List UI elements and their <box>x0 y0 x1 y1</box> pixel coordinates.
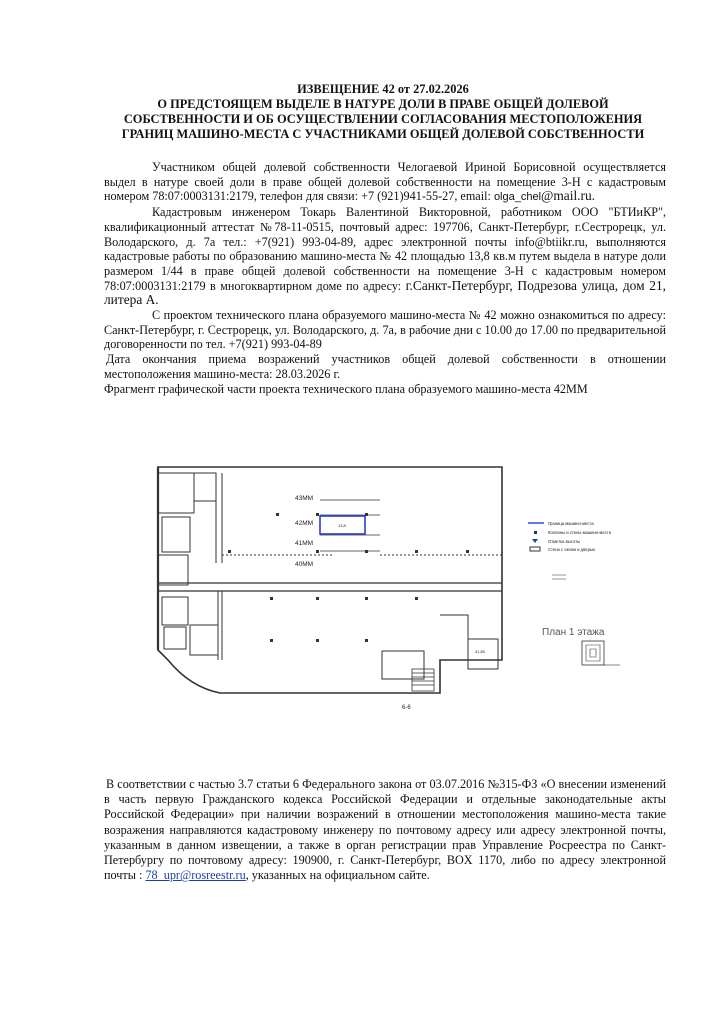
notice-subtitle-line-2: СОБСТВЕННОСТИ И ОБ ОСУЩЕСТВЛЕНИИ СОГЛАСОВАНИЯ МЕСТОПОЛОЖЕНИЯ <box>123 112 643 126</box>
lot-41-label: 41ММ <box>295 540 314 547</box>
lot-42-label: 42ММ <box>295 520 314 527</box>
paragraph-engineer-text: Кадастровым инженером Токарь Валентиной Викторовной, работником ООО "БТИиКР", квалификационный аттестат №78-11-0515, почтовый адрес: 197706, Санкт-Петербург, г.Сестрорецк, ул. Володарского, д. 7а тел.: +7(921) 993-04-89, адрес электронной почты info@btiikr.ru, выполняются кадастровые работы по образованию машино-места № 42 площадью 13,8 кв.м путем выдела в натуре доли размером 1/44 в праве общей долевой собственности на помещение 3-Н с кадастровым номером 78:07:0003131:2179 в многоквартирном доме по адресу: <box>104 205 666 293</box>
floor-plan-fragment <box>150 455 650 723</box>
objections-text-part-2: Управление Росреестра по Санкт-Петербургу по почтовому адресу: 190900, г. Санкт-Петербург, BOX 1170, либо по адресу электронной почты : <box>104 837 667 883</box>
paragraph-deadline: Дата окончания приема возражений участников общей долевой собственности в отношении местоположения машино-места: 28.03.2026 г. <box>104 352 666 381</box>
lot-40-label: 40ММ <box>295 561 314 568</box>
object-address: г.Санкт-Петербург, Подрезова улица, дом 21, литера А. <box>104 277 666 308</box>
email-domain: @mail.ru. <box>541 188 596 204</box>
legend-item-4: Стена с окном и дверью <box>548 547 596 552</box>
paragraph-review: С проектом технического плана образуемого машино-места № 42 можно ознакомиться по адресу: Санкт-Петербург, г. Сестрорецк, ул. Володарского, д. 7а, в рабочие дни с 10.00 до 17.00 по предварительной договоренности по тел. +7(921) 993-04-89 <box>104 308 666 352</box>
objections-text <box>104 777 666 883</box>
legend-item-3: Отметка высоты <box>548 539 581 544</box>
objections-text-part-3: , указанных на официальном сайте. <box>245 868 430 883</box>
email-user: olga_chel <box>493 191 542 204</box>
paragraph-owner <box>104 160 666 205</box>
notice-subtitle-line-3: ГРАНИЦ МАШИНО-МЕСТА С УЧАСТНИКАМИ ОБЩЕЙ ДОЛЕВОЙ СОБСТВЕННОСТИ <box>121 127 645 141</box>
email-label: email: <box>460 189 491 204</box>
notice-subtitle-line-1: О ПРЕДСТОЯЩЕМ ВЫДЕЛЕ В НАТУРЕ ДОЛИ В ПРАВЕ ОБЩЕЙ ДОЛЕВОЙ <box>157 97 609 111</box>
lot-area-label: 13,8 <box>338 523 346 528</box>
floor-plan-drawing <box>150 455 650 723</box>
paragraph-fragment-caption: Фрагмент графической части проекта технического плана образуемого машино-места 42ММ <box>104 381 588 396</box>
objections-text-part-1: В соответствии с частью 3.7 статьи 6 Федерального закона от 03.07.2016 №315-ФЗ «О внесении изменений в часть первую Гражданского кодекса Российской Федерации и отдельные законодательные акты Российской Федерации» при наличии возражений в отношении местоположения машино-места такие возражения направляются кадастровому инженеру по почтовому адресу или адресу электронной почты, указанным в данном извещении, а также в орган регистрации прав <box>104 777 666 852</box>
title-block <box>100 82 666 142</box>
unit-area-label: 41,80 <box>475 649 486 654</box>
section-marker: 6-6 <box>402 705 411 711</box>
paragraph-engineer <box>104 205 666 308</box>
notice-body <box>104 160 666 396</box>
plan-title: План 1 этажа <box>542 627 605 638</box>
legend-item-2: Колонны и стены машино-места <box>548 530 612 535</box>
lot-43-label: 43ММ <box>295 495 314 502</box>
rosreestr-email-link[interactable]: 78_upr@rosreestr.ru <box>145 868 246 883</box>
notice-heading: ИЗВЕЩЕНИЕ 42 от 27.02.2026 <box>297 82 469 96</box>
paragraph-owner-text: Участником общей долевой собственности Челогаевой Ириной Борисовной осуществляется выдел в натуре своей доли в праве общей долевой собственности на помещение 3-Н с кадастровым номером 78:07:0003131:2179, телефон для связи: +7 (921)941-55-27, <box>104 160 666 204</box>
objections-paragraph <box>104 777 666 883</box>
legend-item-1: Граница машино-места <box>548 521 594 526</box>
